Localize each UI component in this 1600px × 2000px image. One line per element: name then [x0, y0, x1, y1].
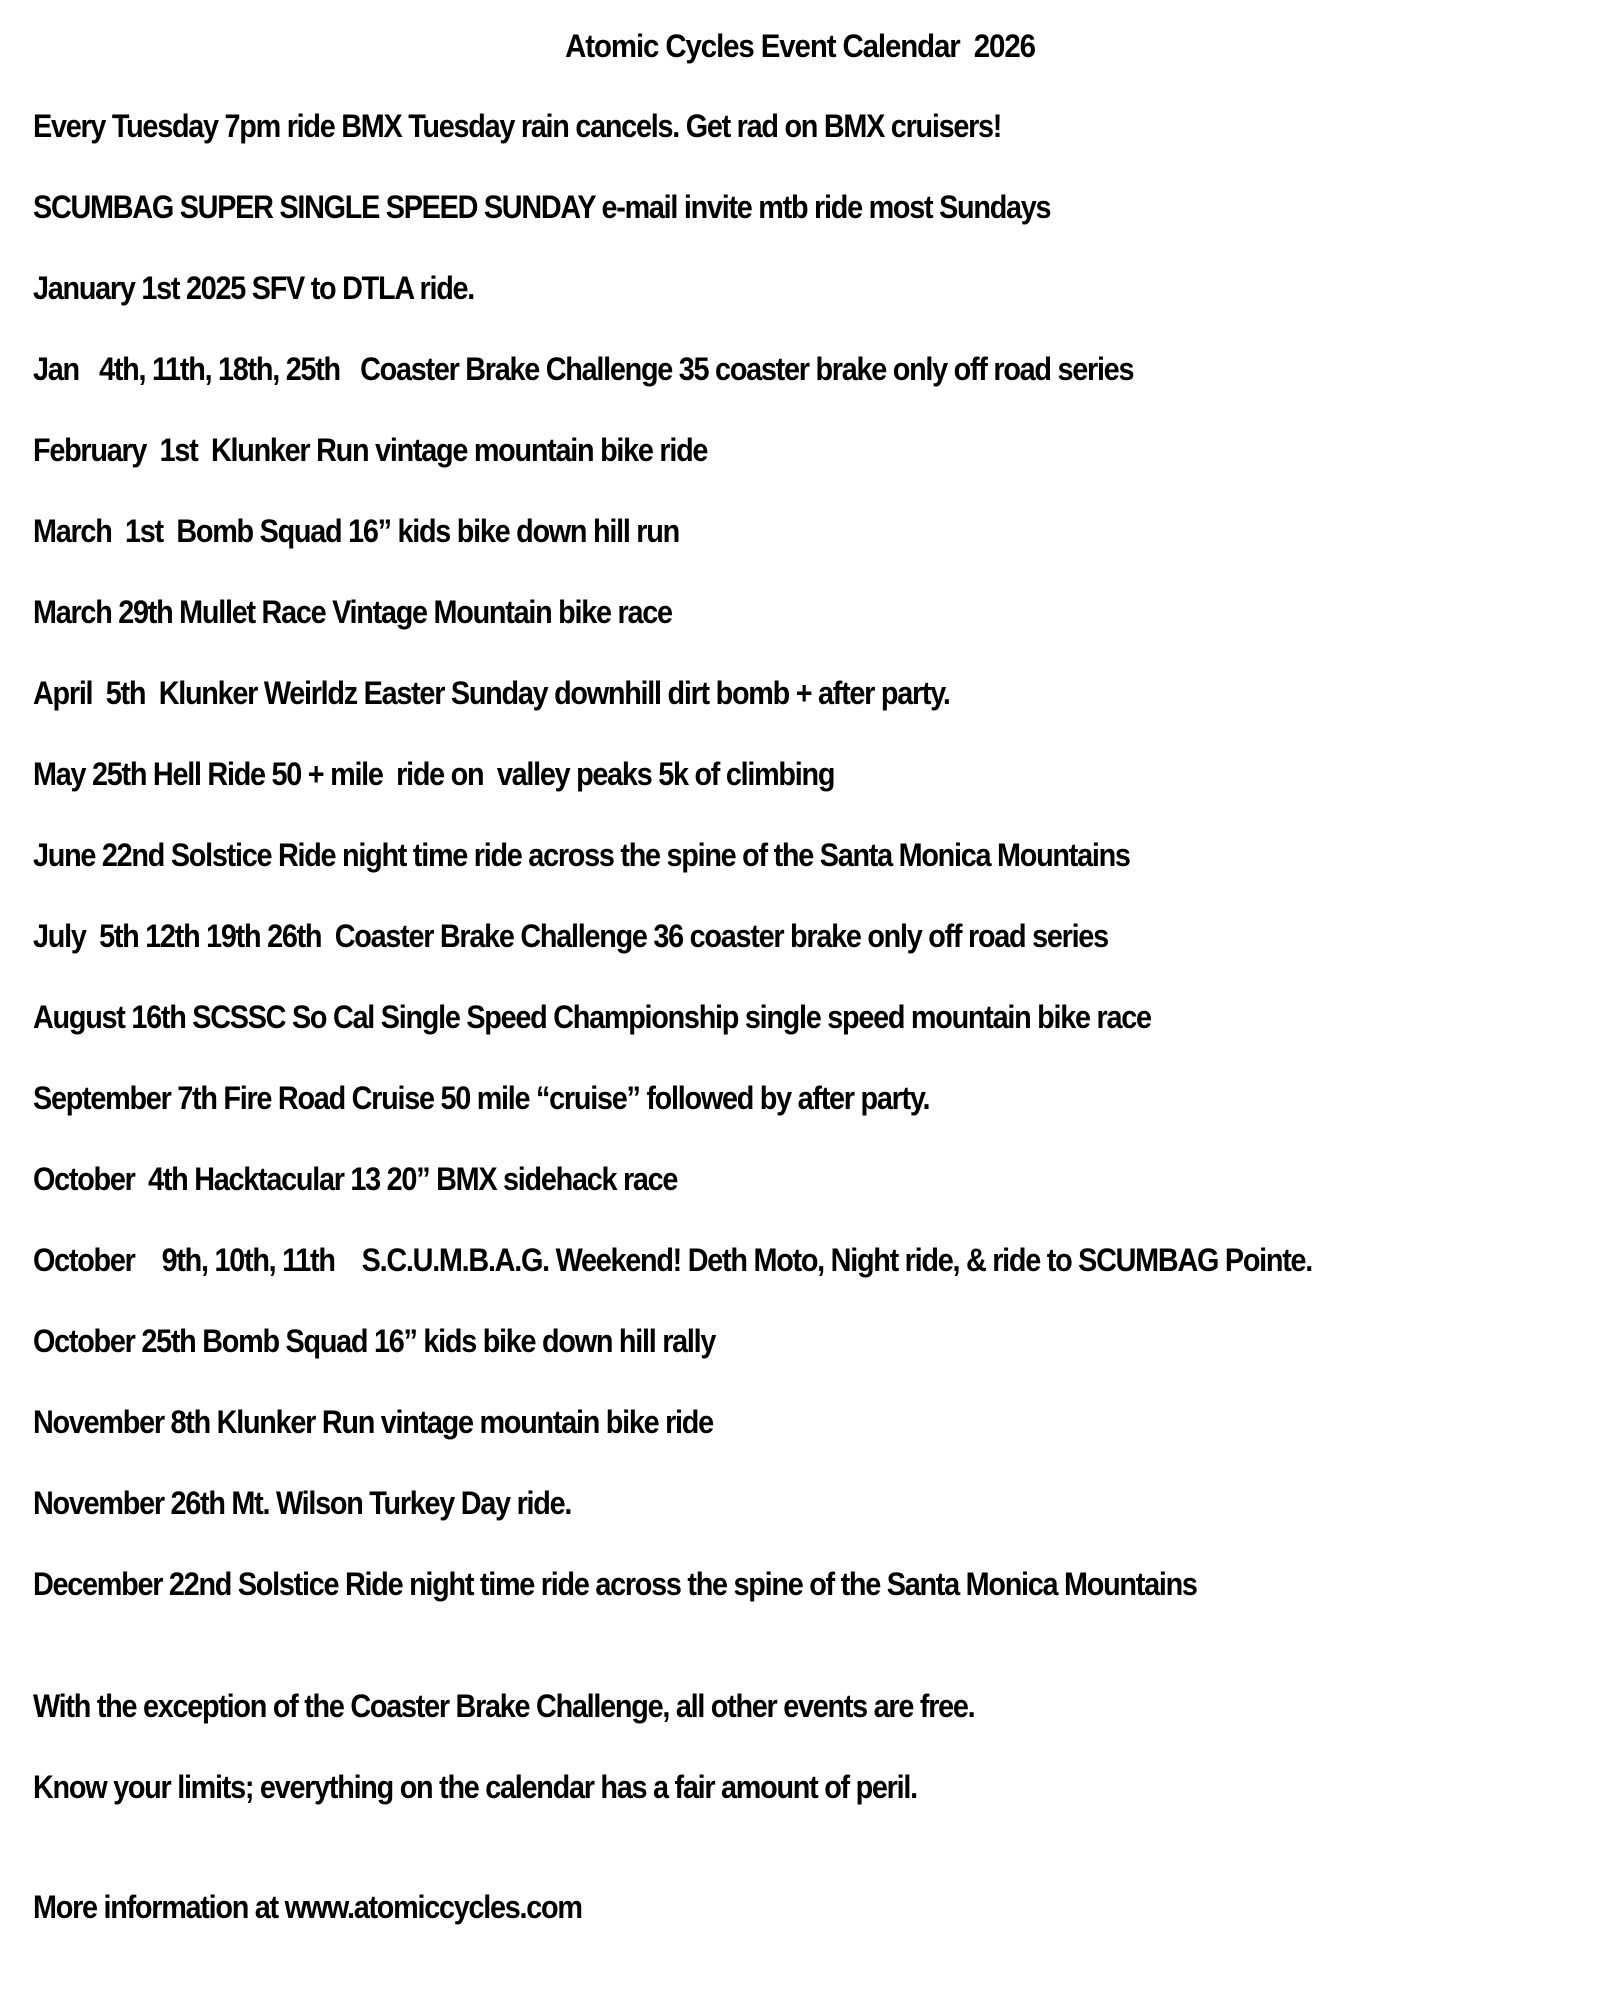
event-item: Every Tuesday 7pm ride BMX Tuesday rain cancels. Get rad on BMX cruisers!	[33, 108, 1002, 144]
event-item: October 4th Hacktacular 13 20” BMX sidehack race	[33, 1161, 678, 1197]
note-free-events: With the exception of the Coaster Brake Challenge, all other events are free.	[33, 1688, 975, 1724]
event-item: November 26th Mt. Wilson Turkey Day ride.	[33, 1485, 572, 1521]
event-item: August 16th SCSSC So Cal Single Speed Championship single speed mountain bike race	[33, 999, 1151, 1035]
event-item: SCUMBAG SUPER SINGLE SPEED SUNDAY e-mail invite mtb ride most Sundays	[33, 189, 1051, 225]
event-item: October 9th, 10th, 11th S.C.U.M.B.A.G. Weekend! Deth Moto, Night ride, & ride to SCUMBAG Pointe.	[33, 1242, 1313, 1278]
footer-info: More information at www.atomiccycles.com	[33, 1889, 582, 1925]
event-item: March 29th Mullet Race Vintage Mountain bike race	[33, 594, 672, 630]
page-title: Atomic Cycles Event Calendar 2026	[565, 28, 1035, 64]
event-item: May 25th Hell Ride 50 + mile ride on valley peaks 5k of climbing	[33, 756, 835, 792]
event-item: March 1st Bomb Squad 16” kids bike down hill run	[33, 513, 679, 549]
event-item: Jan 4th, 11th, 18th, 25th Coaster Brake Challenge 35 coaster brake only off road series	[33, 351, 1134, 387]
event-item: November 8th Klunker Run vintage mountain bike ride	[33, 1404, 713, 1440]
event-item: February 1st Klunker Run vintage mountain bike ride	[33, 432, 708, 468]
event-item: April 5th Klunker Weirldz Easter Sunday downhill dirt bomb + after party.	[33, 675, 950, 711]
event-item: December 22nd Solstice Ride night time ride across the spine of the Santa Monica Mountains	[33, 1566, 1197, 1602]
event-item: September 7th Fire Road Cruise 50 mile “cruise” followed by after party.	[33, 1080, 930, 1116]
event-item: October 25th Bomb Squad 16” kids bike down hill rally	[33, 1323, 716, 1359]
event-item: January 1st 2025 SFV to DTLA ride.	[33, 270, 475, 306]
note-peril: Know your limits; everything on the calendar has a fair amount of peril.	[33, 1769, 917, 1805]
event-item: July 5th 12th 19th 26th Coaster Brake Challenge 36 coaster brake only off road series	[33, 918, 1108, 954]
event-item: June 22nd Solstice Ride night time ride across the spine of the Santa Monica Mountains	[33, 837, 1130, 873]
